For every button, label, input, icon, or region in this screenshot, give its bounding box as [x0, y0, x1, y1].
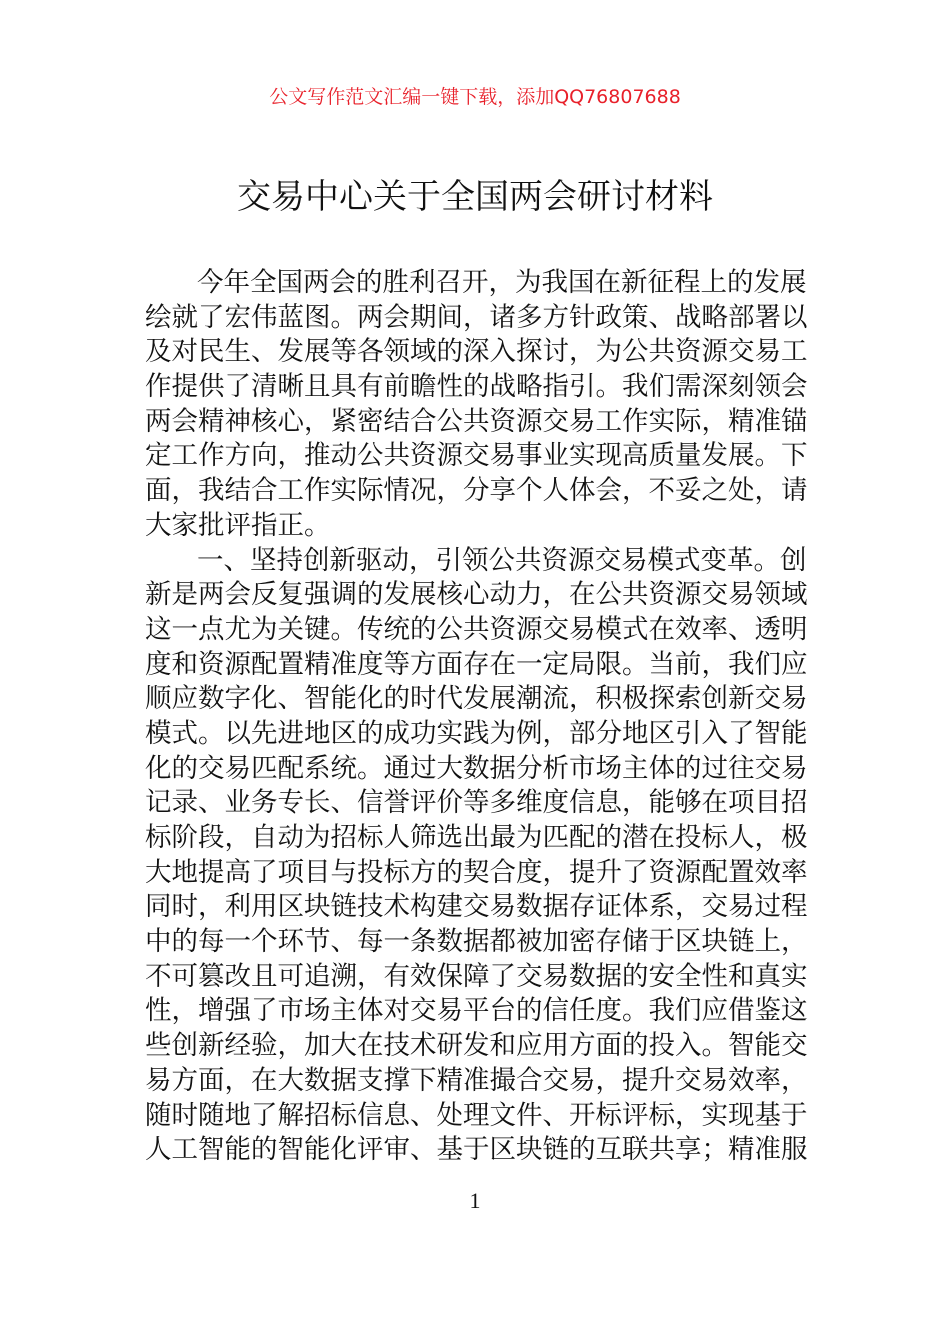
text-line: 大家批评指正。: [145, 509, 331, 541]
text-line: 模式。以先进地区的成功实践为例，部分地区引入了智能: [145, 717, 808, 749]
text-line: 些创新经验，加大在技术研发和应用方面的投入。智能交: [145, 1030, 808, 1062]
text-line: 化的交易匹配系统。通过大数据分析市场主体的过往交易: [145, 752, 808, 784]
text-line: 大地提高了项目与投标方的契合度，提升了资源配置效率: [145, 856, 808, 888]
text-line: 今年全国两会的胜利召开，为我国在新征程上的发展: [197, 267, 807, 298]
text-line: 中的每一个环节、每一条数据都被加密存储于区块链上，: [145, 926, 808, 958]
text-line: 随时随地了解招标信息、处理文件、开标评标，实现基于: [145, 1099, 808, 1131]
text-line: 作提供了清晰且具有前瞻性的战略指引。我们需深刻领会: [145, 371, 808, 403]
text-line: 面，我结合工作实际情况，分享个人体会，不妥之处，请: [145, 475, 808, 507]
document-body: [145, 266, 806, 1168]
document-title: 交易中心关于全国两会研讨材料: [237, 177, 713, 217]
text-line: 标阶段，自动为招标人筛选出最为匹配的潜在投标人，极: [145, 822, 808, 853]
text-line: 及对民生、发展等各领域的深入探讨，为公共资源交易工: [145, 336, 808, 368]
text-line: 新是两会反复强调的发展核心动力，在公共资源交易领域: [145, 579, 808, 611]
text-line: 绘就了宏伟蓝图。两会期间，诸多方针政策、战略部署以: [145, 301, 808, 333]
text-line: 易方面，在大数据支撑下精准撮合交易，提升交易效率，: [145, 1064, 808, 1096]
text-line: 一、坚持创新驱动，引领公共资源交易模式变革。创: [197, 544, 807, 576]
text-line: 记录、业务专长、信誉评价等多维度信息，能够在项目招: [145, 787, 808, 819]
page-number: 1: [469, 1188, 481, 1213]
text-line: 不可篡改且可追溯，有效保障了交易数据的安全性和真实: [145, 960, 808, 992]
text-line: 性，增强了市场主体对交易平台的信任度。我们应借鉴这: [145, 995, 808, 1027]
text-line: 这一点尤为关键。传统的公共资源交易模式在效率、透明: [145, 613, 808, 645]
text-line: 定工作方向，推动公共资源交易事业实现高质量发展。下: [145, 440, 808, 472]
text-line: 人工智能的智能化评审、基于区块链的互联共享；精准服: [145, 1134, 808, 1166]
text-line: 顺应数字化、智能化的时代发展潮流，积极探索创新交易: [145, 683, 808, 715]
download-notice: 公文写作范文汇编一键下载，添加QQ76807688: [269, 86, 681, 108]
text-line: 两会精神核心，紧密结合公共资源交易工作实际，精准锚: [145, 405, 808, 437]
text-line: 度和资源配置精准度等方面存在一定局限。当前，我们应: [145, 648, 808, 680]
text-line: 同时，利用区块链技术构建交易数据存证体系，交易过程: [145, 891, 808, 923]
